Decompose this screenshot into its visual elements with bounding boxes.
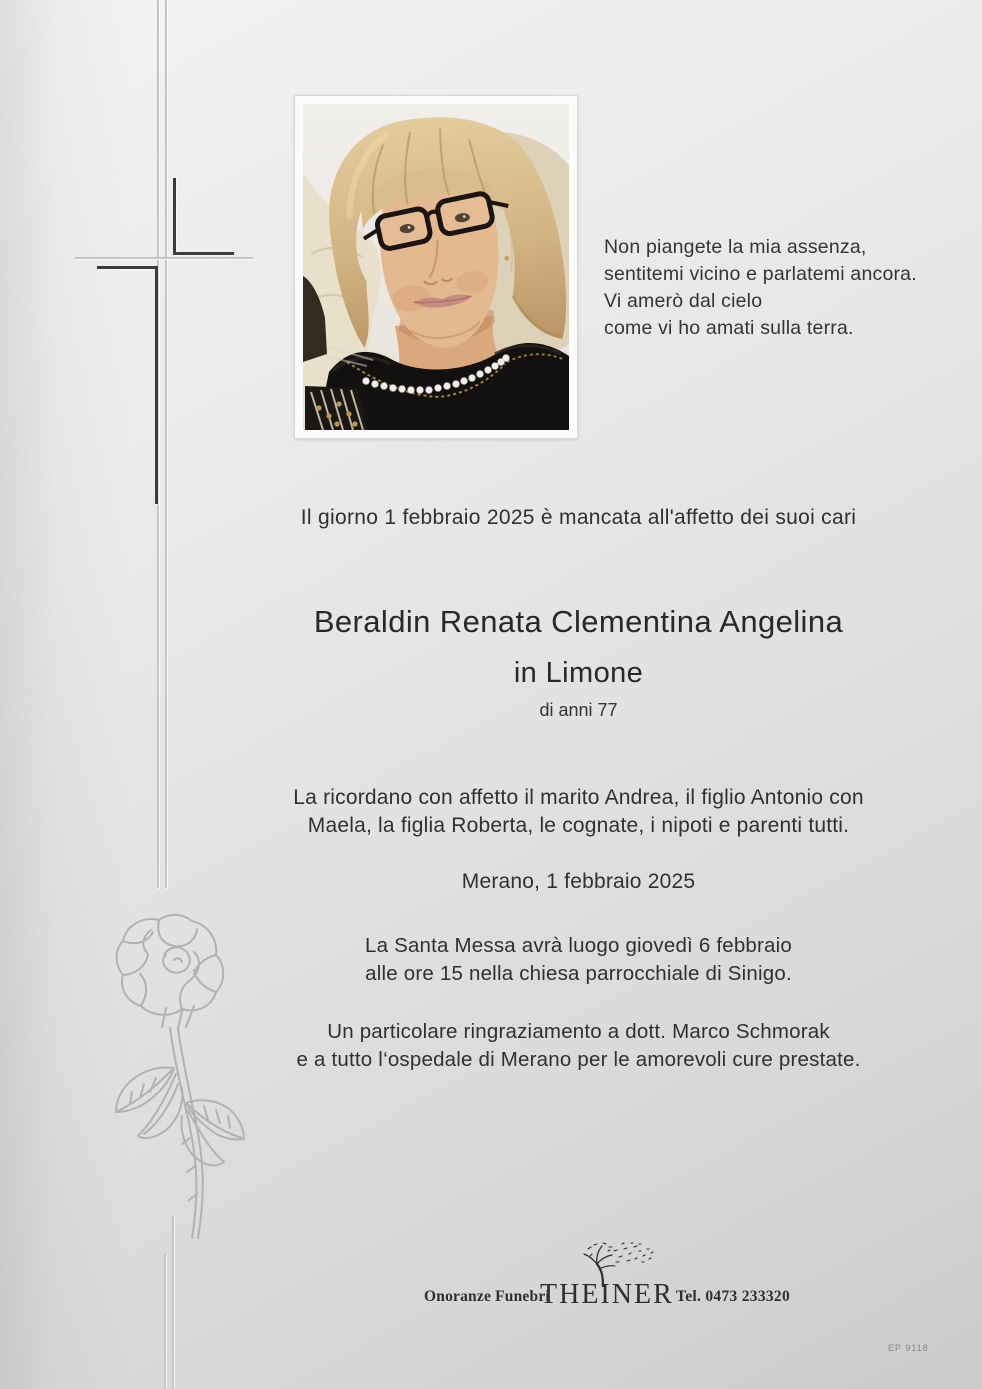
- family-remembrance: [175, 784, 982, 840]
- funeral-home-label: Onoranze Funebri: [424, 1288, 550, 1305]
- thanks-note: [175, 1018, 982, 1074]
- family-line: Maela, la figlia Roberta, le cognate, i nipoti e parenti tutti.: [307, 814, 850, 837]
- epitaph-line: Vi amerò dal cielo: [604, 290, 763, 312]
- cross-light-vertical-right: [165, 0, 167, 888]
- mass-announcement: [175, 932, 982, 988]
- cross-light-horizontal: [75, 257, 253, 259]
- funeral-home-phone: Tel. 0473 233320: [676, 1288, 791, 1305]
- bottom-light-vertical-left: [164, 1253, 166, 1389]
- deceased-age: di anni 77: [539, 700, 618, 720]
- epitaph-poem: [604, 234, 917, 342]
- funeral-home-name: THEINER: [540, 1279, 674, 1310]
- thanks-line: e a tutto l‘ospedale di Merano per le amorevoli cure prestate.: [296, 1048, 861, 1071]
- tree-logo-icon: [578, 1241, 658, 1287]
- place-date: Merano, 1 febbraio 2025: [461, 870, 696, 893]
- print-code: EP 9118: [888, 1343, 929, 1353]
- epitaph-line: come vi ho amati sulla terra.: [604, 317, 854, 339]
- portrait-photo: [294, 95, 578, 439]
- epitaph-line: Non piangete la mia assenza,: [604, 236, 867, 258]
- thanks-line: Un particolare ringraziamento a dott. Marco Schmorak: [327, 1020, 830, 1043]
- cross-dark-vertical-bottom: [155, 266, 158, 504]
- epitaph-line: sentitemi vicino e parlatemi ancora.: [604, 263, 917, 285]
- death-announcement: Il giorno 1 febbraio 2025 è mancata all'affetto dei suoi cari: [300, 506, 857, 529]
- deceased-name: Beraldin Renata Clementina Angelina: [313, 604, 844, 639]
- mass-line: La Santa Messa avrà luogo giovedì 6 febbraio: [364, 934, 793, 957]
- cross-dark-vertical-top: [173, 178, 176, 255]
- cross-dark-horizontal-right: [173, 252, 234, 255]
- mass-line: alle ore 15 nella chiesa parrocchiale di Sinigo.: [365, 962, 792, 985]
- cross-dark-horizontal-left: [97, 266, 157, 269]
- deceased-married-name: in Limone: [513, 657, 644, 689]
- family-line: La ricordano con affetto il marito Andrea, il figlio Antonio con: [293, 786, 864, 809]
